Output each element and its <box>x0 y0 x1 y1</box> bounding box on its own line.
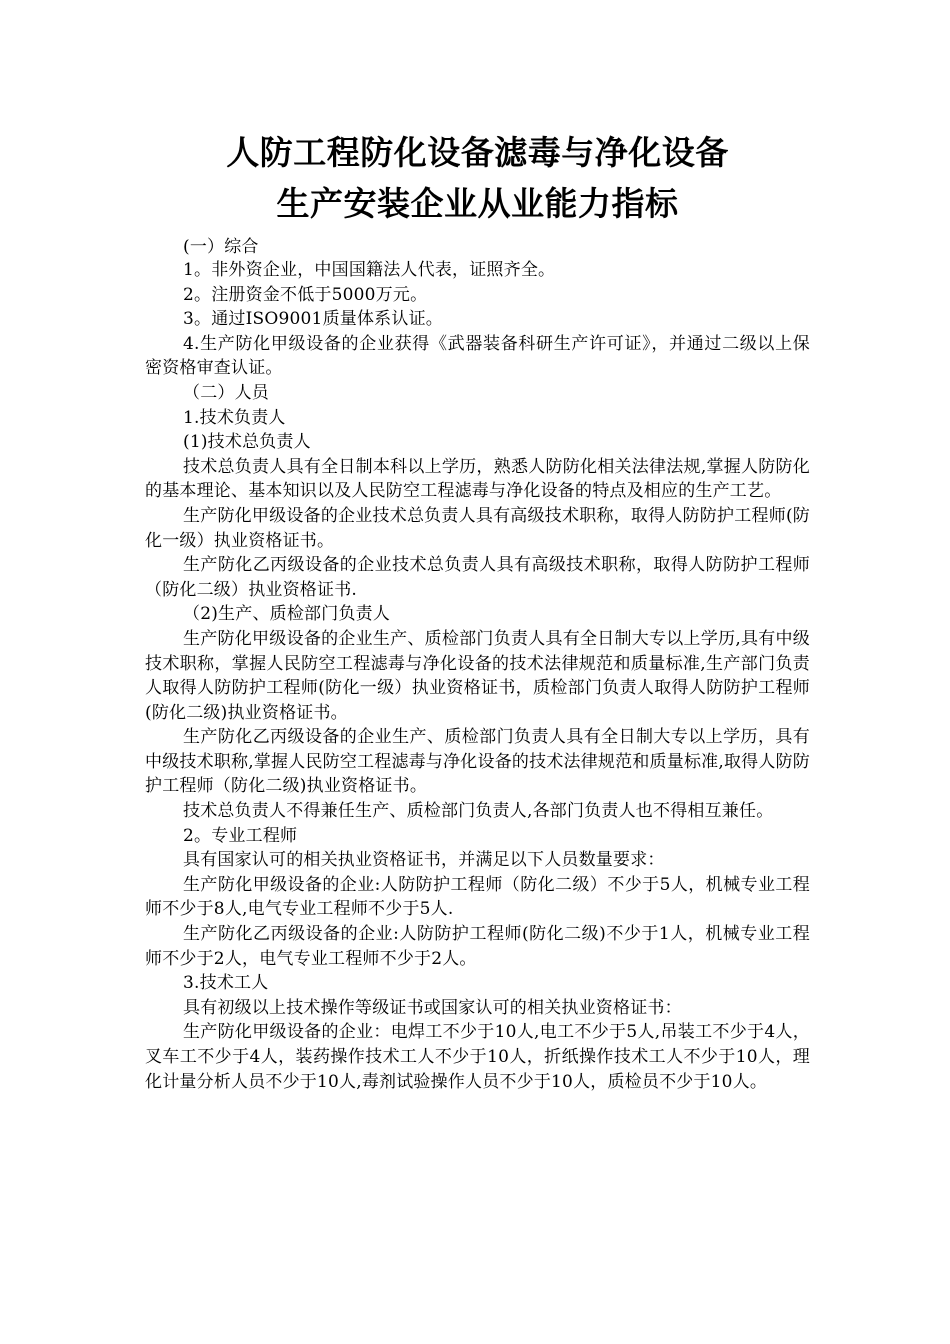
section-heading-personnel: （二）人员 <box>183 382 269 403</box>
paragraph: 生产防化甲级设备的企业:人防防护工程师（防化二级）不少于5人，机械专业工程师不少于8人,电气专业工程师不少于5人. <box>145 874 810 920</box>
subheading: （2)生产、质检部门负责人 <box>183 604 391 625</box>
paragraph: 生产防化甲级设备的企业技术总负责人具有高级技术职称，取得人防防护工程师(防化一级）执业资格证书。 <box>145 505 810 551</box>
section-heading-general: (一）综合 <box>183 237 259 257</box>
paragraph: 生产防化甲级设备的企业：电焊工不少于10人,电工不少于5人,吊装工不少于4人，叉车工不少于4人，装药操作技术工人不少于10人，折纸操作技术工人不少于10人，理化计量分析人员不少于10人,毒剂试验操作人员不少于10人，质检员不少于10人。 <box>145 1022 810 1092</box>
paragraph: 4.生产防化甲级设备的企业获得《武器装备科研生产许可证》，并通过二级以上保密资格审查认证。 <box>145 333 810 379</box>
paragraph: 生产防化乙丙级设备的企业技术总负责人具有高级技术职称，取得人防防护工程师（防化二级）执业资格证书. <box>145 555 810 600</box>
paragraph: 1。非外资企业，中国国籍法人代表，证照齐全。 <box>183 260 556 280</box>
paragraph: 2。注册资金不低于5000万元。 <box>183 284 428 305</box>
paragraph: 3。通过ISO9001质量体系认证。 <box>183 309 443 330</box>
paragraph: 具有初级以上技术操作等级证书或国家认可的相关执业资格证书： <box>183 997 682 1018</box>
document-title-line-1: 人防工程防化设备滤毒与净化设备 <box>226 133 729 172</box>
subheading: 1.技术负责人 <box>183 407 286 428</box>
paragraph: 生产防化甲级设备的企业生产、质检部门负责人具有全日制大专以上学历,具有中级技术职称，掌握人民防空工程滤毒与净化设备的技术法律规范和质量标准,生产部门负责人取得人防防护工程师(防化一级）执业资格证书，质检部门负责人取得人防防护工程师(防化二级)执业资格证书。 <box>145 628 810 723</box>
document-body <box>145 236 810 1094</box>
paragraph: 生产防化乙丙级设备的企业:人防防护工程师(防化二级)不少于1人，机械专业工程师不少于2人，电气专业工程师不少于2人。 <box>145 924 810 969</box>
subheading: (1)技术总负责人 <box>183 432 311 453</box>
document-title-line-2: 生产安装企业从业能力指标 <box>276 184 679 223</box>
document-page <box>145 128 810 1094</box>
paragraph: 具有国家认可的相关执业资格证书，并满足以下人员数量要求： <box>183 850 665 871</box>
paragraph: 技术总负责人具有全日制本科以上学历，熟悉人防防化相关法律法规,掌握人防防化的基本理论、基本知识以及人民防空工程滤毒与净化设备的特点及相应的生产工艺。 <box>145 456 810 502</box>
paragraph: 生产防化乙丙级设备的企业生产、质检部门负责人具有全日制大专以上学历，具有中级技术职称,掌握人民防空工程滤毒与净化设备的技术法律规范和质量标准,取得人防防护工程师（防化二级)执业资格证书。 <box>145 727 810 797</box>
subheading: 3.技术工人 <box>183 973 269 994</box>
subheading: 2。专业工程师 <box>183 825 298 846</box>
paragraph: 技术总负责人不得兼任生产、质检部门负责人,各部门负责人也不得相互兼任。 <box>183 801 774 822</box>
